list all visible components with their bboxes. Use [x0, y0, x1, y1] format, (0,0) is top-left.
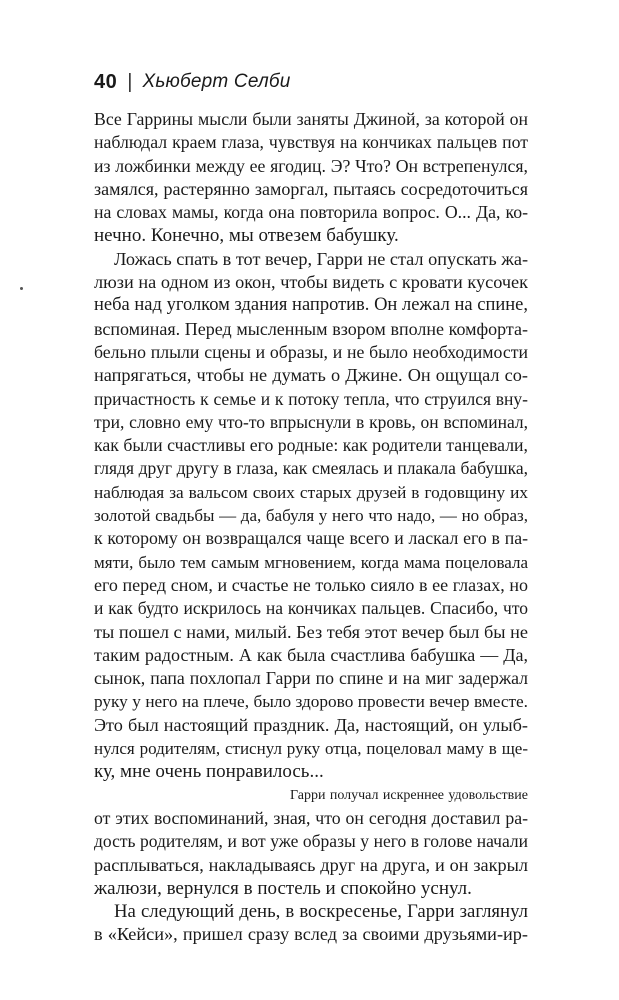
text-line: нулся родителям, стиснул руку отца, поцеловал маму в ще- [94, 739, 528, 759]
text-line: три, словно ему что-то впрыснули в кровь, он вспоминал, [94, 411, 528, 432]
text-line: неба над уголком здания напротив. Он лежал на спине, [94, 295, 528, 316]
text-line: от этих воспоминаний, зная, что он сегодня доставил ра- [94, 807, 528, 828]
text-line: глядя друг другу в глаза, как смеялась и плакала бабушка, [94, 458, 528, 479]
text-line: дость родителям, и вот уже образы у него в голове начали [94, 831, 528, 852]
text-line: люзи на одном из окон, чтобы видеть с кровати кусочек [94, 272, 528, 293]
text-line: сынок, папа похлопал Гарри по спине и на миг задержал [94, 668, 528, 689]
text-line: жалюзи, вернулся в постель и спокойно уснул. [94, 877, 472, 899]
text-line: и как будто искрилось на кончиках пальцев. Спасибо, что [94, 598, 528, 619]
text-line: на словах мамы, когда она повторила вопрос. О... Да, ко- [94, 202, 528, 223]
text-line: замялся, растерянно заморгал, пытаясь сосредоточиться [94, 178, 528, 199]
running-head [94, 70, 291, 94]
page-number: 40 [94, 70, 118, 93]
body-text [94, 108, 528, 947]
text-line: к которому он возвращался чаще всего и ласкал его в па- [94, 528, 528, 549]
text-line: вспоминая. Перед мысленным взором вполне комфорта- [94, 318, 528, 339]
text-line: из ложбинки между ее ягодиц. Э? Что? Он встрепенулся, [94, 155, 528, 176]
text-line: его перед сном, и счастье не только сияло в ее глазах, но [94, 574, 528, 595]
text-line: таким радостным. А как была счастлива бабушка — Да, [94, 644, 528, 665]
text-line: На следующий день, в воскресенье, Гарри заглянул [114, 901, 528, 923]
text-line: золотой свадьбы — да, бабуля у него что надо, — но образ, [94, 506, 528, 526]
text-line: мяти, было тем самым мгновением, когда мама поцеловала [94, 552, 528, 572]
text-line: напрягаться, чтобы не думать о Джине. Он ощущал со- [94, 365, 528, 386]
text-line: руку у него на плече, было здорово провести вечер вместе. [94, 692, 528, 712]
text-line: нечно. Конечно, мы отвезем бабушку. [94, 225, 399, 247]
text-line: наблюдая за вальсом своих старых друзей в годовщину их [94, 482, 528, 502]
author-name: Хьюберт Селби [142, 71, 291, 92]
text-line: в «Кейси», пришел сразу вслед за своими друзьями-ир- [94, 924, 528, 945]
text-line: Ложась спать в тот вечер, Гарри не стал опускать жа- [114, 248, 529, 269]
header-separator: | [127, 70, 133, 93]
text-line: Это был настоящий праздник. Да, настоящий, он улыб- [94, 714, 528, 735]
text-line: причастность к семье и к потоку тепла, что струился вну- [94, 388, 528, 409]
text-line: Все Гаррины мысли были заняты Джиной, за которой он [94, 109, 528, 129]
text-line: ты пошел с нами, милый. Без тебя этот вечер был бы не [94, 621, 528, 642]
text-line: ку, мне очень понравилось... [94, 761, 324, 783]
text-line: бельно плыли сцены и образы, и не было необходимости [94, 341, 528, 362]
margin-speck [20, 287, 23, 290]
text-line: наблюдал краем глаза, чувствуя на кончиках пальцев пот [94, 132, 528, 153]
text-line: расплываться, накладываясь друг на друга, и он закрыл [94, 854, 528, 875]
text-line: Гарри получал искреннее удовольствие [290, 787, 528, 803]
text-line: как были счастливы его родные: как родители танцевали, [94, 435, 528, 456]
